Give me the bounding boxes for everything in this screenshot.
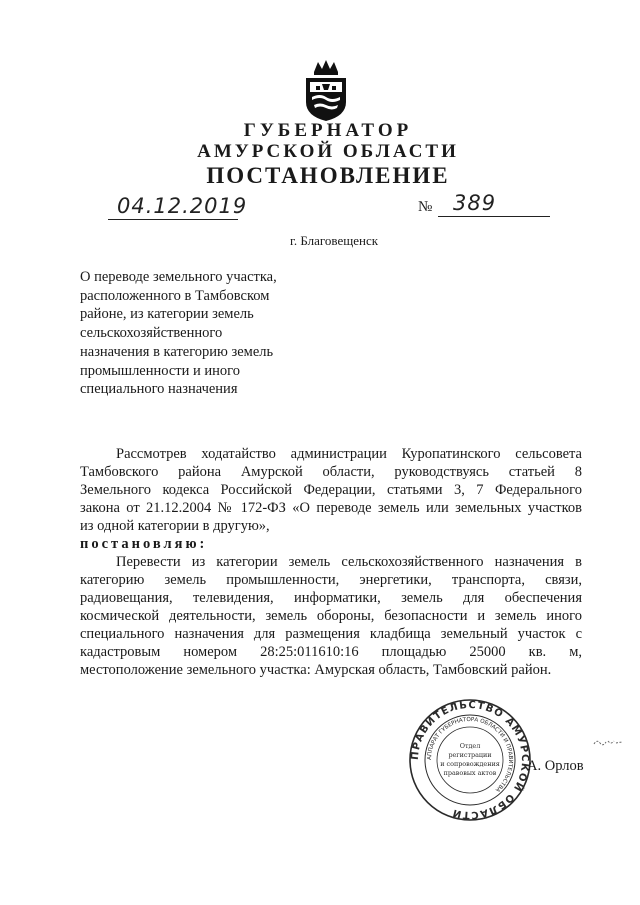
stamp-center-line: правовых актов [443,769,497,777]
subject-line: специального назначения [80,381,238,398]
body-line: Рассмотрев ходатайство администрации Куропатинского сельсовета [116,446,582,462]
stamp-center-line: и сопровождения [440,760,500,768]
number-sign: № [418,199,433,215]
city: г. Благовещенск [289,233,379,248]
body-line: специального назначения для размещения кладбища земельный участок с [80,626,582,642]
stamp-center-line: регистрации [448,751,492,759]
signatory-name: А. Орлов [527,758,584,774]
document-body [80,445,582,679]
document-number: 389 [453,191,497,215]
document-type: ПОСТАНОВЛЕНИЕ [206,163,450,188]
stamp-center-line: Отдел [459,742,481,750]
header-title-line2: АМУРСКОЙ ОБЛАСТИ [197,141,459,162]
subject-line: расположенного в Тамбовском [80,287,270,304]
body-line: местоположение земельного участка: Амурская область, Тамбовский район. [80,662,552,678]
body-line: категорию земель промышленности, энергетики, транспорта, связи, [80,572,582,588]
body-line: Тамбовского района Амурской области, руководствуясь статьей 8 [80,464,582,480]
body-line: из одной категории в другую», [80,518,270,534]
subject-line: О переводе земельного участка, [80,269,277,285]
body-line: закона от 21.12.2004 № 172-ФЗ «О переводе земель или земельных участков [80,500,582,516]
stamp-inner-ring-text: АППАРАТ ГУБЕРНАТОРА ОБЛАСТИ И ПРАВИТЕЛЬСТВА [426,716,514,793]
body-line: Земельного кодекса Российской Федерации, статьями 3, 7 Федерального [80,482,582,498]
date-underline [108,219,238,220]
body-line: кадастровым номером 28:25:011610:16 площадью 25000 кв. м, [80,644,582,660]
subject-line: сельскохозяйственного [80,325,223,342]
decree-word: постановляю: [80,536,208,552]
body-line: радиовещания, телевидения, информатики, земель для обеспечения [80,590,582,606]
subject-line: промышленности и иного [80,362,241,379]
number-underline [438,216,550,217]
subject-line: назначения в категорию земель [80,343,274,360]
official-stamp [408,698,532,822]
signature-mark-icon [593,736,623,748]
subject-line: районе, из категории земель [80,306,254,323]
document-date: 04.12.2019 [117,194,248,218]
stamp-ring-text: ПРАВИТЕЛЬСТВО АМУРСКОЙ ОБЛАСТИ [409,699,531,821]
document-subject [80,268,310,399]
coat-of-arms-icon [300,60,352,122]
body-line: космической деятельности, земель обороны, безопасности и земель иного [80,608,582,624]
header-title-line1: ГУБЕРНАТОР [243,120,413,141]
body-line: Перевести из категории земель сельскохозяйственного назначения в [116,554,582,570]
